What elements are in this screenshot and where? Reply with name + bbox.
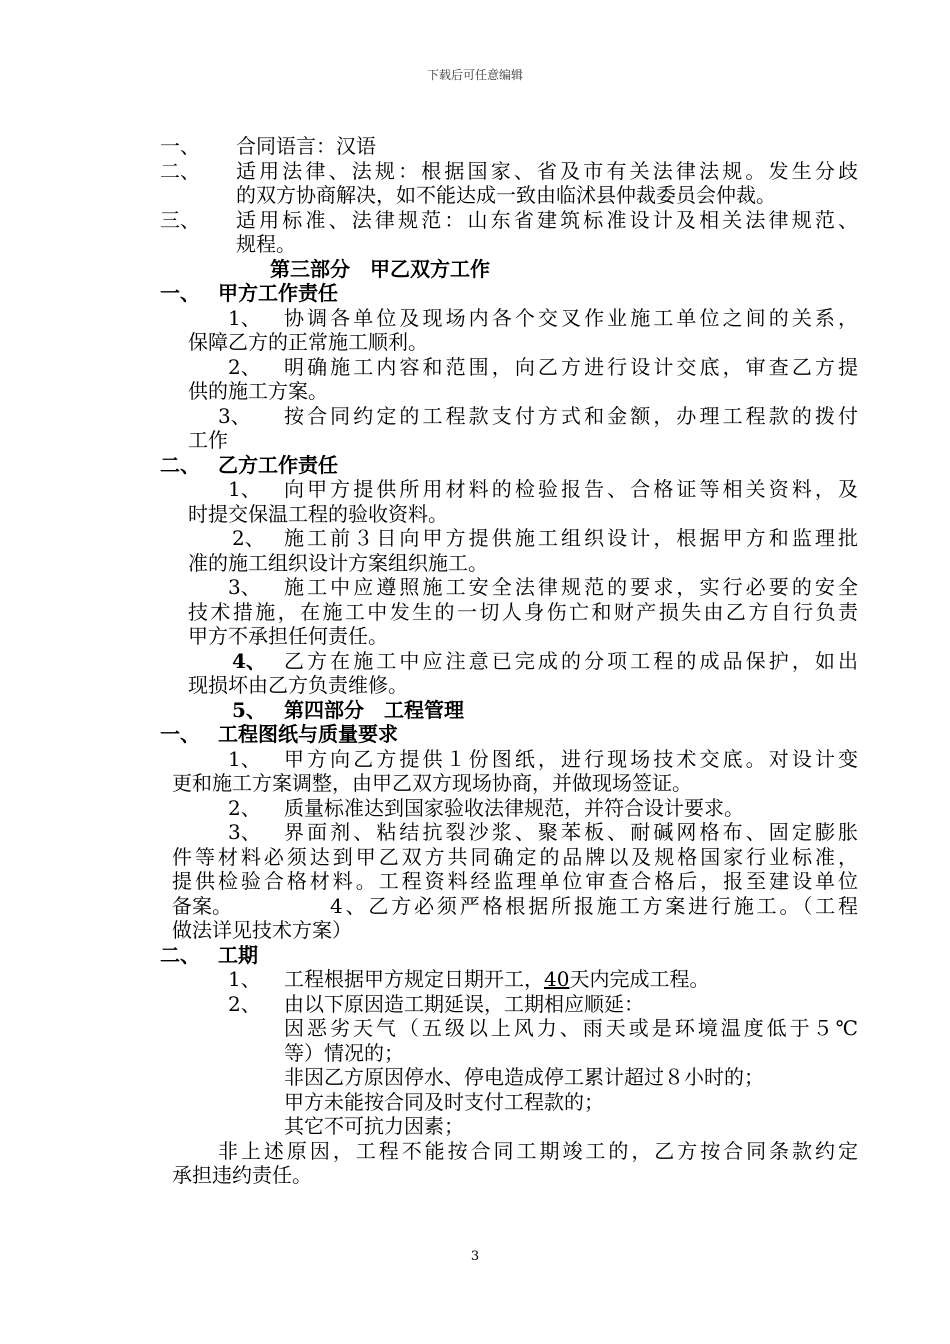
clause-law: 二、 适用法律、法规：根据国家、省及市有关法律法规。发生分歧 — [160, 158, 858, 183]
section-party-a: 一、 甲方工作责任 — [160, 281, 338, 305]
document-body: 一、 合同语言：汉语 二、 适用法律、法规：根据国家、省及市有关法律法规。发生分歧 的双方协商解决，如不能达成一致由临沭县仲裁委员会仲裁。 三、 适用标准、法律规范：山东省建筑标准设计及相关法律规范、 规程。 第三部分 甲乙双方工作 一、 甲方工作责任 1、 协调各单位及现场内各个交叉作业施工单位之间的关系， 保障乙方的正常施工顺利。 2、 明确施工内容和范围，向乙方进行设计交底，审查乙方提 供的施工方案。 3、 按合同约定的工程款支付方式和金额，办理工程款的拨付 工作 二、 乙方工作责任 1、 向甲方提供所用材料的检验报告、合格证等相关资料，及 时提交保温工程的验收资料。 2、 施工前３日向甲方提供施工组织设计，根据甲方和监理批 准的施工组织设计方案组织施工。 3、 施工中应遵照施工安全法律规范的要求，实行必要的安全 技术措施，在施工中发生的一切人身伤亡和财产损失由乙方自行负责 甲方不承担任何责任。 4、 乙方在施工中应注意已完成的分项工程的成品保护，如出 现损坏由乙方负责维修。 5、 第四部分 工程管理 一、 工程图纸与质量要求 1、 甲方向乙方提供１份图纸，进行现场技术交底。对设计变 更和施工方案调整，由甲乙双方现场协商，并做现场签证。 2、 质量标准达到国家验收法律规范，并符合设计要求。 3、 界面剂、粘结抗裂沙浆、聚苯板、耐碱网格布、固定膨胀 件等材料必须达到甲乙双方共同确定的品牌以及规格国家行业标准， 提供检验合格材料。工程资料经监理单位审查合格后，报至建设单位 备案。 4、乙方必须严格根据所报施工方案进行施工。（工程 做法详见技术方案） 二、 工期 1、 工程根据甲方规定日期开工，40天内完成工程。 2、 由以下原因造工期延误，工期相应顺延： 因恶劣天气（五级以上风力、雨天或是环境温度低于５℃ 等）情况的； 非因乙方原因停水、停电造成停工累计超过８小时的； 甲方未能按合同及时支付工程款的； 其它不可抗力因素； 非上述原因，工程不能按合同工期竣工的，乙方按合同条款约定 承担违约责任。 — [0, 134, 950, 1188]
clause-language: 一、 合同语言：汉语 — [160, 134, 376, 158]
page-number: 3 — [470, 1249, 480, 1264]
part3-heading: 第三部分 甲乙双方工作 — [270, 256, 490, 281]
section-party-b: 二、 乙方工作责任 — [160, 452, 338, 477]
section-schedule: 二、 工期 — [160, 942, 258, 967]
duration-days: 40 — [544, 967, 570, 991]
page-header: 下载后可任意编辑 — [426, 68, 523, 82]
section-drawings-quality: 一、 工程图纸与质量要求 — [160, 722, 398, 746]
part4-heading: 5、 第四部分 工程管理 — [232, 697, 464, 722]
clause-standards: 三、 适用标准、法律规范：山东省建筑标准设计及相关法律规范、 — [160, 207, 858, 232]
